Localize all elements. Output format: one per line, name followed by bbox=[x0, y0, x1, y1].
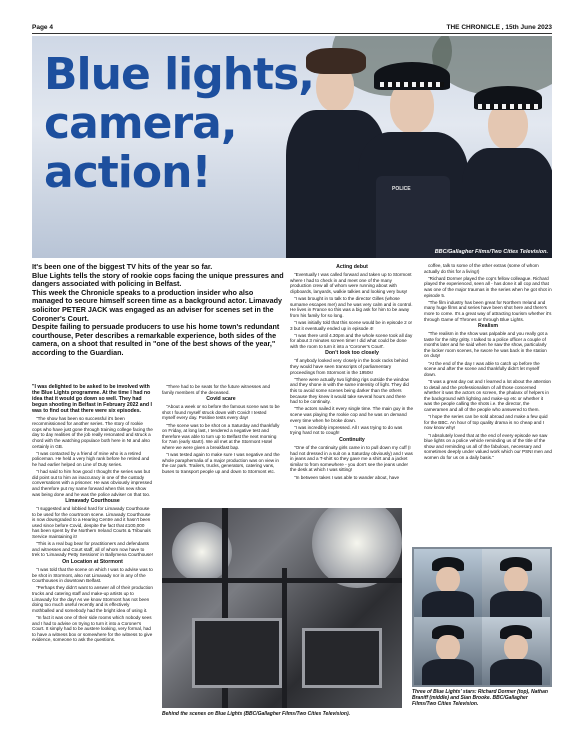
intro-line: Blue Lights tells the story of rookie cops facing the unique pressures and dangers associated with policing in Belfast. bbox=[32, 270, 284, 289]
paragraph: "It was a great day out and I learned a lot about the attention to detail and the professionalism of all those concerned whether it was the actors on screen, the phalanx of helpers in the background with lighting and make-up etc or whether it was the people calling the shots i.e. the director, the cameramen and all of the people who answered to them. bbox=[424, 379, 551, 413]
paragraph: "I was contacted by a friend of mine who is a retired policeman. He held a very high rank before he retired and he had earlier helped on Line of Duty series. bbox=[32, 450, 150, 467]
paragraph: "The scene was to be shot on a Saturday and thankfully on Friday, at long last, I tendered a negative test and therefore was able to turn up to Belfast the next morning for 7am (early start!). We all met at the Stormont Hotel where we were given a breakfast bap. bbox=[162, 422, 280, 450]
subheading: Realism bbox=[478, 323, 498, 330]
masthead bbox=[32, 24, 552, 34]
paragraph: "If anybody looked very closely in the book racks behind they would have seen transcripts of parliamentary proceedings from Stormont in the 1950s! bbox=[290, 358, 408, 375]
page-number: Page 4 bbox=[32, 24, 53, 31]
star-portrait-middle bbox=[482, 549, 550, 617]
article-column-1 bbox=[32, 384, 153, 645]
headline: Blue lights, camera, action! bbox=[44, 49, 315, 198]
paragraph: "About a week or so before the famous scene was to be shot I found myself struck down with Covid! I tested myself every day. Positive tests every day! bbox=[162, 404, 280, 421]
paragraph: "I had said to him how good I thought the series was but did point out to him an inaccuracy in one of the custody conversations with a prisoner. He was obviously impressed and therefore put my name forward when this new show was being done and he was the police adviser on that too. bbox=[32, 469, 153, 497]
paragraph: "I hope the series can be sold abroad and make a few quid for the BBC. An hour of top quality drama is no cheap and I now know why! bbox=[424, 414, 548, 431]
paragraph: "Perhaps they didn't want to answer all of their production trucks and catering staff and make-up artists up to Limavady for the day! As we know Stormont has not been doing too much useful recently and is effectively mothballed and somebody had the bright idea of using it. bbox=[32, 585, 153, 613]
star-portrait-bottom bbox=[414, 617, 482, 685]
paragraph: "In between takes I was able to wander about, have bbox=[294, 474, 400, 480]
paragraph: "In fact it was one of their side rooms which nobody sees and I had to advise on trying to turn it into a Coroner's Court. It simply had to be austere looking, very formal, had to have a witness box or somewhere for the witness to give evidence, someone to ask the questions. bbox=[32, 614, 153, 643]
intro-line: It's been one of the biggest TV hits of the year so far. bbox=[32, 262, 213, 271]
hero-photo-credit: BBC/Gallagher Films/Two Cities Television. bbox=[434, 249, 548, 255]
subheading: Acting debut bbox=[336, 264, 368, 270]
paragraph: "I was initially told that this scene would be in episode 2 or 3 but it eventually ended up in episode 4! bbox=[290, 319, 413, 331]
subheading: Limavady Courthouse bbox=[65, 498, 120, 505]
paragraph: "I was tested again to make sure I was negative and the whole paraphernalia of a major production was on view in the car park. Trailers, trucks, generators, catering vans, buses to transport people up and down to Stormont etc. bbox=[162, 452, 280, 474]
paragraph: "I was incredibly impressed. All I was trying to do was trying hard not to cough! bbox=[290, 424, 403, 436]
behind-the-scenes-caption: Behind the scenes on Blue Lights (BBC/Gallagher Films/Two Cities Television). bbox=[162, 711, 350, 717]
paragraph: "I was told that the scene on which I was to advise was to be shot in Stormont, also not Limavady nor in any of the Courthouses in downtown Belfast. bbox=[32, 567, 153, 584]
subheading: Covid scare bbox=[206, 396, 236, 403]
paragraph: "I absolutely loved that at the end of every episode we saw blue lights on a police vehicle reminding us of the title of the show and reminding us all of the fabulous, necessary and sometimes deeply under valued work which our PSNI men and women do for us on a daily basis." bbox=[424, 432, 552, 460]
paragraph: "The actors nailed it every single time. The main guy in the scene was playing the rookie cop and he was on demand every time when he broke down. bbox=[290, 406, 413, 423]
subheading: Continuity bbox=[339, 436, 365, 443]
article-column-2 bbox=[162, 384, 280, 476]
paragraph: "There had to be seats for the future witnesses and family members of the deceased. bbox=[162, 384, 271, 395]
police-label: POLICE bbox=[392, 186, 411, 192]
paragraph: "I was there until 4.30pm and the whole scene took all day for about 3 minutes screen time! I did what could be done with the room to turn it into a 'Coroner's Court'. bbox=[290, 332, 413, 349]
subheading: On Location at Stormont bbox=[62, 559, 123, 566]
behind-the-scenes-photo bbox=[162, 508, 402, 708]
hero-photo bbox=[32, 36, 552, 258]
subheading: Don't look too closely bbox=[325, 350, 379, 357]
publication-dateline: THE CHRONICLE , 15th June 2023 bbox=[446, 24, 552, 31]
article-column-4 bbox=[424, 263, 552, 462]
paragraph: "Richard Dormer played the cop's fellow colleague. Richard played the experienced, seen all - has done it all cop and that was one of the major traumas in the series when he got shot in episode 5. bbox=[424, 275, 552, 298]
article-column-3 bbox=[290, 263, 414, 482]
paragraph: "The show has been so successful it's been recommissioned for another series. The story of rookie cops who have just gone through training college facing the day to day realities of the job really resonated and struck a chord with the watching populace both here in NI and also certainly in GB. bbox=[32, 415, 153, 449]
paragraph: "At the end of the day I was able to catch up before the scene and after the scene and thankfully didn't let myself down. bbox=[424, 360, 540, 377]
paragraph: "There were actually two lighting rigs outside the window and they shone in with the same intensity of light. They did this to avoid some scenes being darker than the others because they knew it would take several hours and there had to be continuity. bbox=[290, 376, 410, 405]
paragraph: "I suggested and lobbied hard for Limavady Courthouse to be used for the courtroom scene. Limavady Courthouse is now downgraded to a Hearing Centre and it hasn't been used since before Covid, despite the fact that £100,000 has been spent by the Northern Ireland Courts & Tribunals Service maintaining it! bbox=[32, 506, 151, 540]
paragraph: "I was brought in to talk to the director Gilles (whose surname escapes me!) and he was very calm and in control. He lives in France so this was a big ask for him to be away from his family for so long. bbox=[290, 295, 413, 318]
star-portrait-top bbox=[414, 549, 482, 617]
paragraph: coffee, talk to some of the other extras (some of whom actually do this for a living!) bbox=[424, 263, 539, 274]
paragraph: "The film industry has been great for Northern Ireland and many huge films and series have been shot here and there's more to come. It's a great way of attracting tourism whether it's through Game of Thrones or through Blue Lights. bbox=[424, 299, 552, 322]
paragraph: "Eventually I was called forward and taken up to Stormont where I had to check in and meet one of the many production crew all of whom were running about with clipboards, lanyards, walkie talkies and looking very busy! bbox=[290, 271, 412, 294]
lead-paragraph: "I was delighted to be asked to be involved with the Blue Lights programme. At the time I had no idea that it would go down so well. They had begun shooting in Belfast in February 2022 and I was to find out that there were six episodes. bbox=[32, 384, 152, 414]
paragraph: "One of the continuity girls came in to pull down my cuff (I had not dressed in a suit on a Saturday obviously) and I was in jeans and a T-shirt so they gave me a shirt and a jacket similar to from somewhere - you don't see the jeans under the desk at which I was sitting! bbox=[290, 444, 413, 473]
intro-line: This week the Chronicle speaks to a production insider who also managed to secure himself screen time as a background actor. Limavady solicitor PETER JACK was engaged as an adviser for scenes set in the Coroner's Court. bbox=[32, 287, 283, 323]
stars-caption: Three of Blue Lights' stars: Richard Dormer (top), Nathan Braniff (middle) and Sian Brooke. BBC/Gallagher Films/Two Cities Television. bbox=[412, 689, 548, 707]
intro-line: Despite failing to persuade producers to use his home town's redundant courthouse, Peter describes a remarkable experience, both sides of the camera, on a shoot that resulted in "one of the best shows of the year," according to the Guardian. bbox=[32, 322, 280, 357]
standfirst bbox=[32, 263, 284, 358]
stars-photo bbox=[412, 547, 552, 687]
paragraph: "The realism in the show was palpable and you really got a taste for the nitty gritty. I talked to a police officer a couple of months later and he said when he saw the show, particularly the locker room scenes, he swore he was back in the station on duty! bbox=[424, 331, 548, 359]
star-portrait-bottom bbox=[482, 617, 550, 685]
paragraph: "This is a real bug bear for practitioners and defendants and witnesses and Court staff, all of whom now have to trek to 'Limavady Petty Sessions' in Ballymena Courthouse! bbox=[32, 541, 153, 558]
